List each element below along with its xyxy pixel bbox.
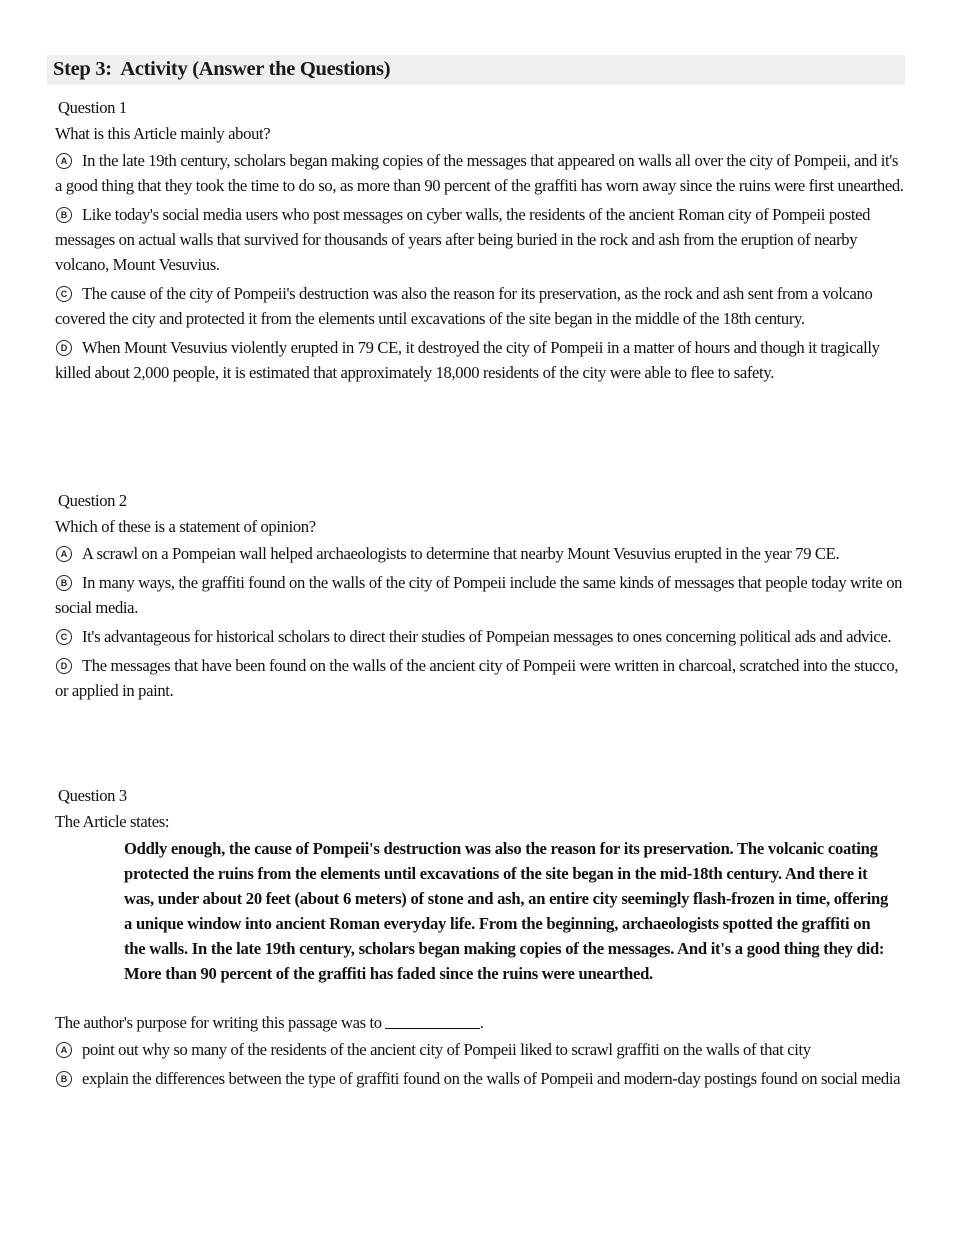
question-prompt: What is this Article mainly about? xyxy=(55,124,271,143)
radio-circle-a-icon[interactable]: A xyxy=(56,546,72,562)
question-3 xyxy=(55,782,905,1091)
purpose-text: The author's purpose for writing this passage was to xyxy=(55,1013,382,1032)
radio-circle-d-icon[interactable]: D xyxy=(56,658,72,674)
question-label: Question 1 xyxy=(58,98,127,117)
answer-option-b[interactable] xyxy=(55,202,905,277)
answer-option-a[interactable] xyxy=(55,148,905,198)
question-label: Question 3 xyxy=(58,786,127,805)
option-text: Like today's social media users who post messages on cyber walls, the residents of the ancient Roman city of Pompeii posted messages on actual walls that survived for thousands of years after being buried in the rock and ash from the eruption of nearby volcano, Mount Vesuvius. xyxy=(55,205,871,274)
answer-option-b[interactable] xyxy=(55,570,905,620)
question-prompt: Which of these is a statement of opinion? xyxy=(55,517,316,536)
option-text: In many ways, the graffiti found on the walls of the city of Pompeii include the same kinds of messages that people today write on social media. xyxy=(55,573,903,617)
radio-circle-a-icon[interactable]: A xyxy=(56,153,72,169)
article-excerpt: Oddly enough, the cause of Pompeii's destruction was also the reason for its preservation. The volcanic coating protected the ruins from the elements until excavations of the site began in the mid-18th century. And there it was, under about 20 feet (about 6 meters) of stone and ash, an entire city seemingly flash-frozen in time, offering a unique window into ancient Roman everyday life. From the beginning, archaeologists spotted the graffiti on the walls. In the late 19th century, scholars began making copies of the messages. And it's a good thing they did: More than 90 percent of the graffiti has faded since the ruins were unearthed. xyxy=(124,839,888,983)
option-text: The messages that have been found on the walls of the ancient city of Pompeii were written in charcoal, scratched into the stucco, or applied in paint. xyxy=(55,656,899,700)
option-text: A scrawl on a Pompeian wall helped archaeologists to determine that nearby Mount Vesuvius erupted in the year 79 CE. xyxy=(82,544,840,563)
answer-option-a[interactable] xyxy=(55,541,905,566)
question-1 xyxy=(55,94,905,385)
option-text: The cause of the city of Pompeii's destruction was also the reason for its preservation, as the rock and ash sent from a volcano covered the city and protected it from the elements until excavations of the site began in the middle of the 18th century. xyxy=(55,284,873,328)
question-label: Question 2 xyxy=(58,491,127,510)
answer-option-a[interactable] xyxy=(55,1037,905,1062)
option-text: explain the differences between the type of graffiti found on the walls of Pompeii and modern-day postings found on social media xyxy=(82,1069,901,1088)
answer-option-d[interactable] xyxy=(55,653,905,703)
purpose-prompt xyxy=(55,1010,905,1035)
answer-option-c[interactable] xyxy=(55,624,905,649)
option-text: point out why so many of the residents of the ancient city of Pompeii liked to scrawl graffiti on the walls of that city xyxy=(82,1040,811,1059)
radio-circle-c-icon[interactable]: C xyxy=(56,286,72,302)
question-prompt: The Article states: xyxy=(55,812,170,831)
option-text: It's advantageous for historical scholars to direct their studies of Pompeian messages to ones concerning political ads and advice. xyxy=(82,627,892,646)
answer-option-d[interactable] xyxy=(55,335,905,385)
section-title: Step 3: Activity (Answer the Questions) xyxy=(53,58,391,80)
radio-circle-c-icon[interactable]: C xyxy=(56,629,72,645)
radio-circle-b-icon[interactable]: B xyxy=(56,207,72,223)
radio-circle-b-icon[interactable]: B xyxy=(56,1071,72,1087)
radio-circle-b-icon[interactable]: B xyxy=(56,575,72,591)
section-header xyxy=(47,55,905,85)
option-text: In the late 19th century, scholars began making copies of the messages that appeared on walls all over the city of Pompeii, and it's a good thing that they took the time to do so, as more than 90 percent of the graffiti has worn away since the ruins were first unearthed. xyxy=(55,151,904,195)
option-text: When Mount Vesuvius violently erupted in 79 CE, it destroyed the city of Pompeii in a matter of hours and though it tragically killed about 2,000 people, it is estimated that approximately 18,000 residents of the city were able to flee to safety. xyxy=(55,338,880,382)
answer-option-c[interactable] xyxy=(55,281,905,331)
radio-circle-d-icon[interactable]: D xyxy=(56,340,72,356)
fill-in-blank xyxy=(385,1014,480,1029)
radio-circle-a-icon[interactable]: A xyxy=(56,1042,72,1058)
answer-option-b[interactable] xyxy=(55,1066,905,1091)
question-2 xyxy=(55,487,905,703)
purpose-suffix: . xyxy=(479,1013,484,1032)
